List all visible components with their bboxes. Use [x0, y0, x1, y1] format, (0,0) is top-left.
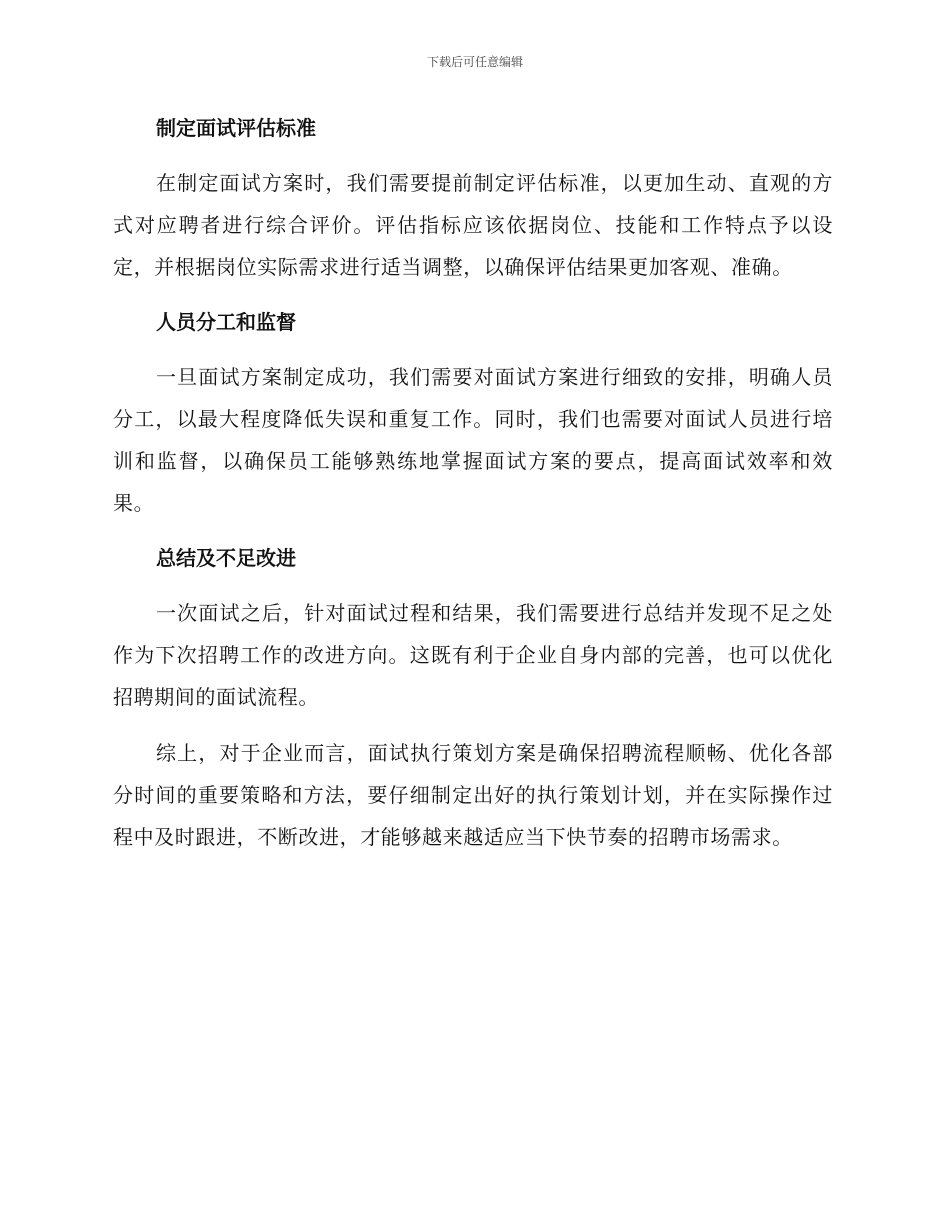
paragraph: 综上，对于企业而言，面试执行策划方案是确保招聘流程顺畅、优化各部分时间的重要策略和方法，要仔细制定出好的执行策划计划，并在实际操作过程中及时跟进，不断改进，才能够越来越适应当下快节奏的招聘市场需求。	[113, 741, 833, 849]
page-header: 下载后可任意编辑	[426, 55, 523, 69]
paragraph: 在制定面试方案时，我们需要提前制定评估标准，以更加生动、直观的方式对应聘者进行综合评价。评估指标应该依据岗位、技能和工作特点予以设定，并根据岗位实际需求进行适当调整，以确保评估结果更加客观、准确。	[113, 171, 833, 279]
paragraph: 一旦面试方案制定成功，我们需要对面试方案进行细致的安排，明确人员分工，以最大程度降低失误和重复工作。同时，我们也需要对面试人员进行培训和监督，以确保员工能够熟练地掌握面试方案的要点，提高面试效率和效果。	[113, 365, 833, 515]
section-heading: 人员分工和监督	[156, 310, 296, 334]
section-heading: 总结及不足改进	[156, 546, 296, 570]
paragraph: 一次面试之后，针对面试过程和结果，我们需要进行总结并发现不足之处作为下次招聘工作的改进方向。这既有利于企业自身内部的完善，也可以优化招聘期间的面试流程。	[113, 601, 833, 709]
section-summary-improvement	[113, 538, 833, 858]
section-staff-division-supervision	[113, 302, 833, 524]
document-body	[113, 108, 833, 872]
section-heading: 制定面试评估标准	[156, 116, 316, 140]
section-evaluation-standards	[113, 108, 833, 288]
